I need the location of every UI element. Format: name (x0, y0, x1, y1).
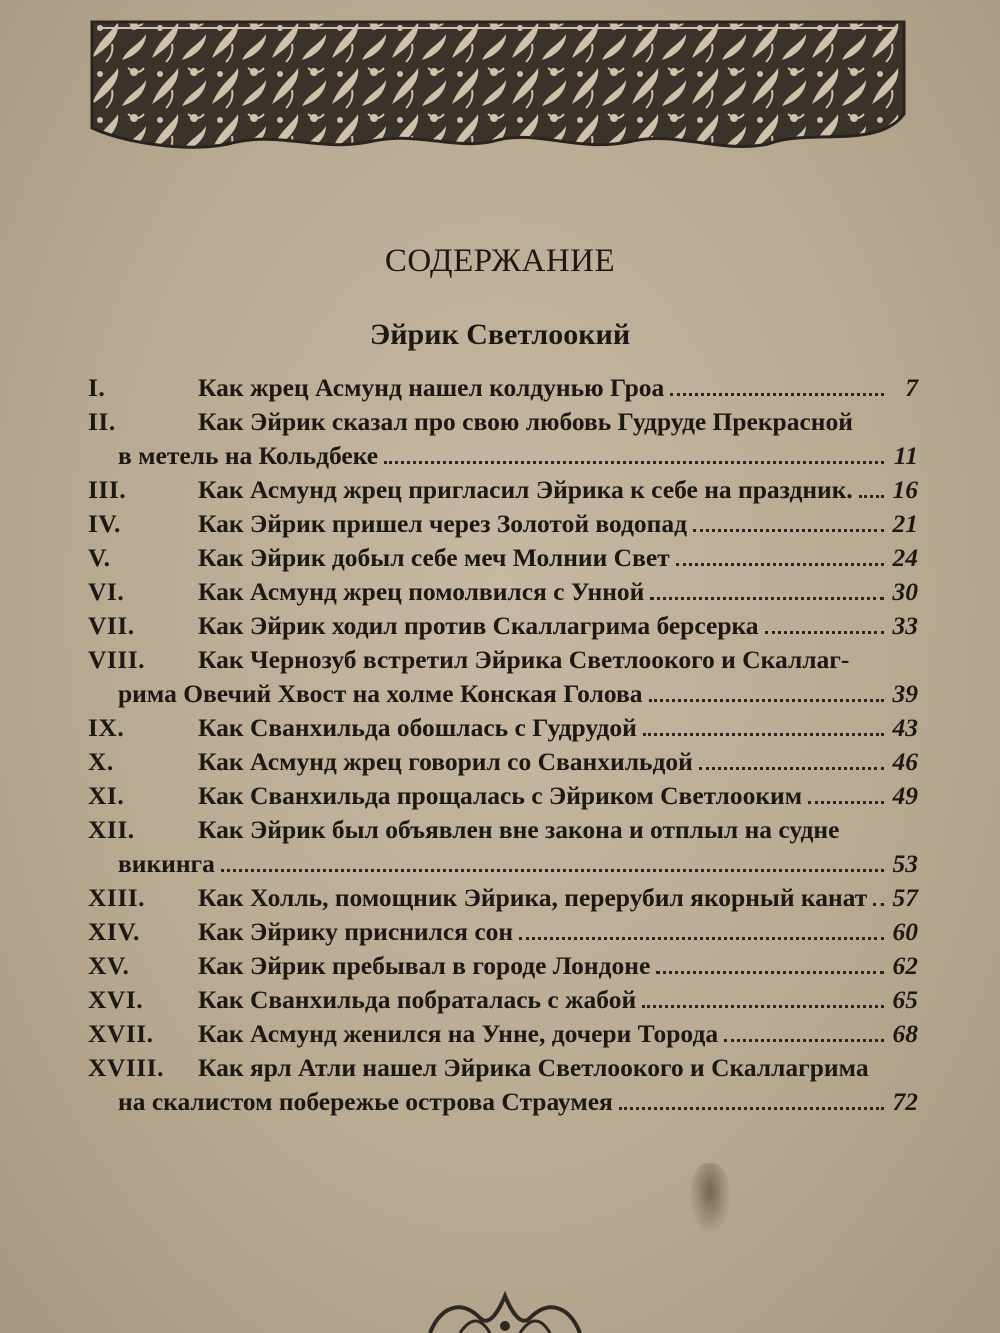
page-number: 72 (892, 1087, 918, 1116)
toc-entry (88, 881, 918, 915)
chapter-title: Как Эйрик ходил против Скаллагрима берсерка (198, 611, 759, 640)
chapter-number: X. (88, 747, 114, 776)
page-number: 57 (892, 883, 918, 912)
toc-line (88, 813, 918, 847)
page-number: 60 (892, 917, 918, 946)
chapter-title: Как Асмунд жрец помолвился с Унной (198, 577, 645, 606)
chapter-title: Как Эйрик пришел через Золотой водопад (198, 509, 688, 538)
page-number: 65 (892, 985, 918, 1014)
toc-line (88, 473, 918, 507)
chapter-title: Как Сванхильда побраталась с жабой (198, 985, 637, 1014)
chapter-title: Как ярл Атли нашел Эйрика Светлоокого и Скаллагрима (198, 1053, 869, 1082)
chapter-title: Как жрец Асмунд нашел колдунью Гроа (198, 373, 665, 402)
toc-line (88, 847, 918, 881)
toc-line (88, 779, 918, 813)
dot-leader (649, 699, 884, 702)
dot-leader (670, 393, 884, 396)
chapter-number: VI. (88, 577, 125, 606)
chapter-number: XIV. (88, 917, 140, 946)
toc-line (88, 1017, 918, 1051)
toc-line (88, 915, 918, 949)
page-number: 62 (892, 951, 918, 980)
toc-entry (88, 1051, 918, 1119)
floral-ornament-icon (88, 18, 908, 156)
toc-entry (88, 915, 918, 949)
dot-leader (650, 597, 884, 600)
dot-leader (724, 1039, 884, 1042)
floral-ornament-icon (420, 1288, 590, 1333)
dot-leader (699, 767, 884, 770)
dot-leader (676, 563, 884, 566)
toc-entry (88, 473, 918, 507)
dot-leader (765, 631, 884, 634)
chapter-title: Как Асмунд жрец пригласил Эйрика к себе на праздник. (198, 475, 853, 504)
chapter-title: на скалистом побережье острова Страумея (118, 1087, 613, 1116)
toc-line (88, 711, 918, 745)
toc-entry (88, 575, 918, 609)
dot-leader (384, 461, 884, 464)
chapter-title: викинга (118, 849, 215, 878)
toc-line (88, 405, 918, 439)
chapter-title: Как Асмунд жрец говорил со Сванхильдой (198, 747, 693, 776)
toc-entry (88, 779, 918, 813)
toc-entry (88, 507, 918, 541)
toc-entry (88, 371, 918, 405)
chapter-title: Как Эйрик добыл себе меч Молнии Свет (198, 543, 670, 572)
section-title: Эйрик Светлоокий (369, 318, 631, 351)
chapter-number: II. (88, 407, 116, 436)
toc-entry (88, 1017, 918, 1051)
page-number: 7 (905, 373, 918, 402)
toc-line (88, 949, 918, 983)
chapter-number: III. (88, 475, 127, 504)
toc-entry (88, 813, 918, 881)
toc-entry (88, 745, 918, 779)
toc-line (88, 881, 918, 915)
dot-leader (619, 1107, 884, 1110)
dot-leader (519, 937, 884, 940)
toc-entry (88, 405, 918, 473)
ink-smudge (690, 1163, 730, 1233)
chapter-title: Как Эйрик сказал про свою любовь Гудруде Прекрасной (198, 407, 853, 436)
chapter-title: Как Холль, помощник Эйрика, перерубил якорный канат (198, 883, 868, 912)
chapter-number: V. (88, 543, 111, 572)
dot-leader (643, 733, 884, 736)
toc-entry (88, 609, 918, 643)
chapter-number: XI. (88, 781, 125, 810)
page-number: 68 (892, 1019, 918, 1048)
dot-leader (221, 869, 884, 872)
dot-leader (656, 971, 884, 974)
page-number: 16 (892, 475, 918, 504)
dot-leader (693, 529, 884, 532)
chapter-number: XVIII. (88, 1053, 164, 1082)
chapter-number: IV. (88, 509, 121, 538)
toc-entry (88, 643, 918, 711)
toc-line (88, 1085, 918, 1119)
toc-entry (88, 711, 918, 745)
toc-line (88, 371, 918, 405)
toc-entry (88, 983, 918, 1017)
chapter-title: Как Эйрик был объявлен вне закона и отплыл на судне (198, 815, 840, 844)
chapter-title: Как Эйрику приснился сон (198, 917, 514, 946)
page-number: 24 (892, 543, 918, 572)
toc-line (88, 541, 918, 575)
toc-line (88, 609, 918, 643)
chapter-title: Как Сванхильда обошлась с Гудрудой (198, 713, 637, 742)
dot-leader (859, 495, 884, 498)
toc-line (88, 677, 918, 711)
page-number: 11 (893, 441, 918, 470)
chapter-title: рима Овечий Хвост на холме Конская Голова (118, 679, 643, 708)
chapter-title: Как Сванхильда прощалась с Эйриком Светлооким (198, 781, 803, 810)
dot-leader (873, 903, 884, 906)
toc-line (88, 575, 918, 609)
chapter-number: VII. (88, 611, 135, 640)
chapter-number: XVI. (88, 985, 144, 1014)
page-title: СОДЕРЖАНИЕ (384, 243, 616, 279)
chapter-number: XVII. (88, 1019, 154, 1048)
chapter-number: VIII. (88, 645, 146, 674)
chapter-number: XII. (88, 815, 135, 844)
chapter-number: IX. (88, 713, 125, 742)
toc-entry (88, 949, 918, 983)
toc-line (88, 745, 918, 779)
dot-leader (642, 1005, 884, 1008)
dot-leader (808, 801, 884, 804)
chapter-number: XV. (88, 951, 130, 980)
toc-line (88, 439, 918, 473)
chapter-number: XIII. (88, 883, 146, 912)
toc-line (88, 1051, 918, 1085)
page-number: 43 (892, 713, 918, 742)
table-of-contents (88, 371, 918, 1119)
toc-line (88, 983, 918, 1017)
toc-line (88, 643, 918, 677)
chapter-title: в метель на Кольдбеке (118, 441, 379, 470)
page-number: 53 (892, 849, 918, 878)
chapter-title: Как Асмунд женился на Унне, дочери Торода (198, 1019, 719, 1048)
chapter-number: I. (88, 373, 106, 402)
page-number: 46 (892, 747, 918, 776)
page-number: 39 (892, 679, 918, 708)
page-number: 33 (892, 611, 918, 640)
page-number: 21 (892, 509, 918, 538)
chapter-title: Как Чернозуб встретил Эйрика Светлоокого и Скаллаг- (198, 645, 850, 674)
toc-entry (88, 541, 918, 575)
page-number: 49 (892, 781, 918, 810)
chapter-title: Как Эйрик пребывал в городе Лондоне (198, 951, 651, 980)
toc-line (88, 507, 918, 541)
page-number: 30 (892, 577, 918, 606)
